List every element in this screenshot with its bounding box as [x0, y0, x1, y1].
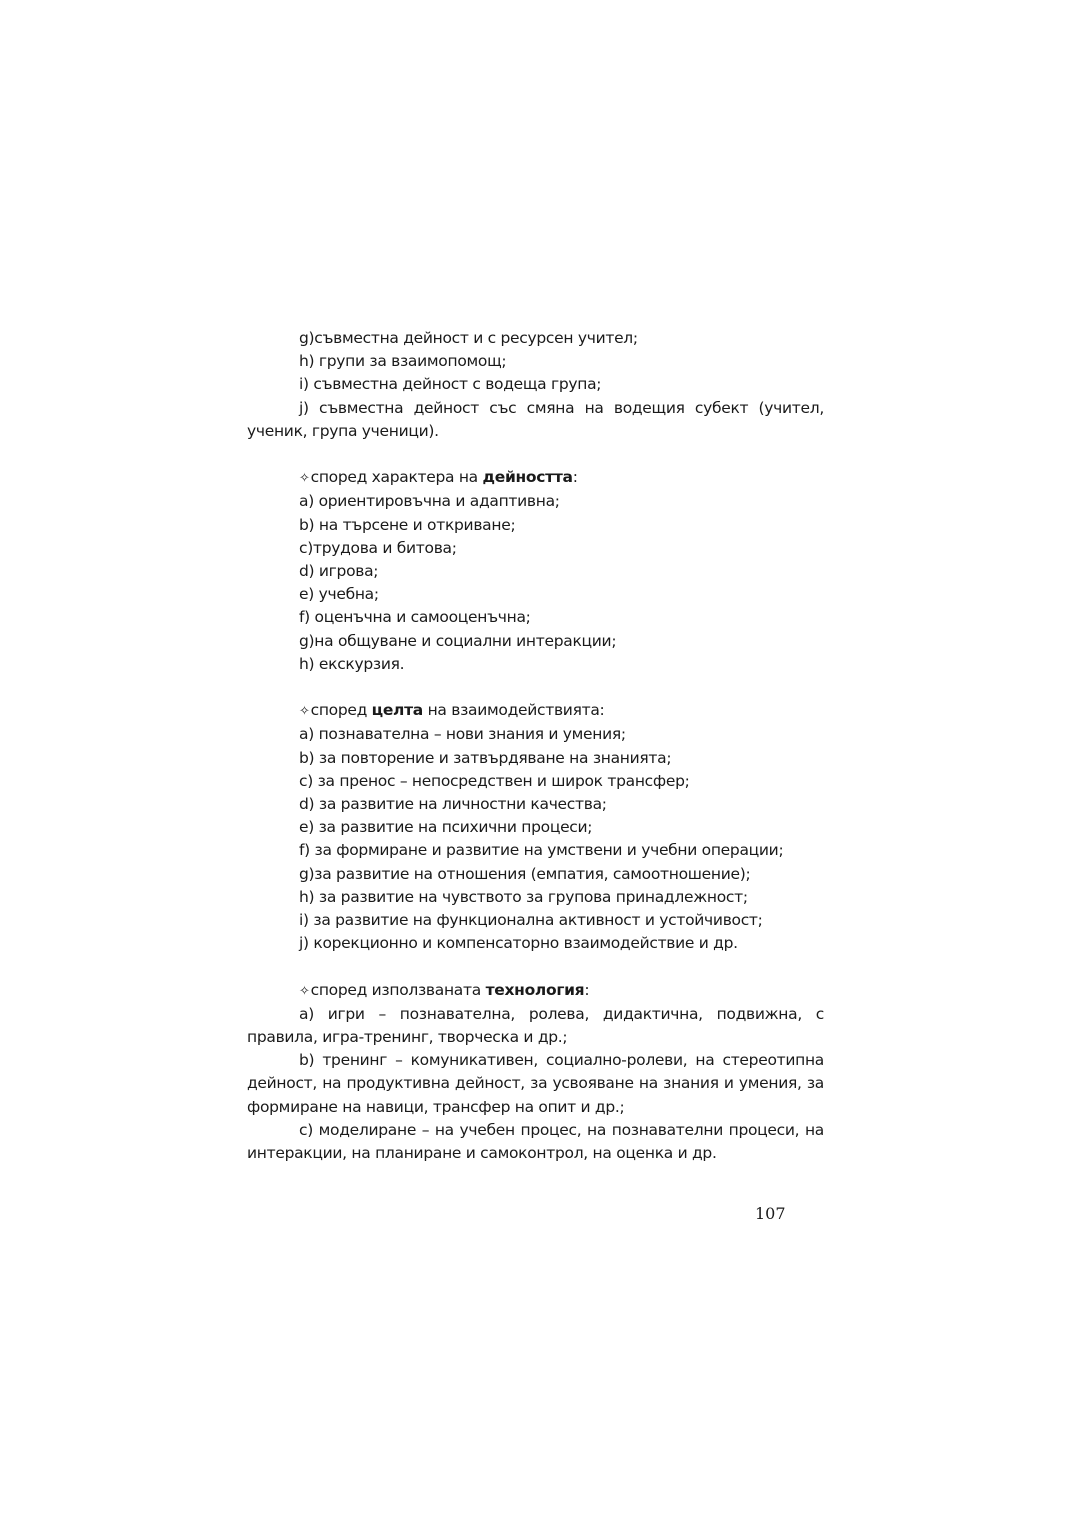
- list-item: f) за формиране и развитие на умствени и учебни операции;: [299, 841, 784, 860]
- paragraph-games: a) игри – познавателна, ролева, дидактична, подвижна, с правила, игра-тренинг, творческа и др.;: [247, 1004, 824, 1047]
- list-item: j) съвместна дейност със смяна на водещия субект (учител, ученик, група ученици).: [247, 398, 824, 440]
- paragraph-training: b) тренинг – комуникативен, социално-ролеви, на стереотипна дейност, на продуктивна дейност, за усвояване на знания и умения, за формиране на навици, трансфер на опит и др.;: [247, 1051, 824, 1116]
- diamond-bullet-icon: ✧: [299, 704, 310, 720]
- list-item: c)трудова и битова;: [299, 538, 457, 557]
- page-body: [247, 327, 824, 1165]
- section-heading-goal: ✧според целта на взаимодействията:: [299, 701, 605, 720]
- diamond-bullet-icon: ✧: [299, 983, 310, 999]
- list-item: i) за развитие на функционална активност и устойчивост;: [299, 911, 763, 930]
- list-item: g)за развитие на отношения (емпатия, самоотношение);: [299, 864, 751, 883]
- section-heading-technology: ✧според използваната технология:: [299, 980, 590, 999]
- list-item: e) за развитие на психични процеси;: [299, 818, 593, 837]
- list-item: b) за повторение и затвърдяване на знанията;: [299, 748, 672, 767]
- list-item: i) съвместна дейност с водеща група;: [299, 375, 602, 394]
- list-item: g)съвместна дейност и с ресурсен учител;: [299, 329, 638, 347]
- list-item: e) учебна;: [299, 585, 379, 604]
- list-item: a) познавателна – нови знания и умения;: [299, 725, 626, 744]
- list-item: c) за пренос – непосредствен и широк трансфер;: [299, 771, 690, 790]
- list-item: h) за развитие на чувството за групова принадлежност;: [299, 887, 748, 906]
- section-heading-activity: ✧според характера на дейността:: [299, 468, 578, 487]
- list-item: g)на общуване и социални интеракции;: [299, 631, 617, 650]
- list-item: b) на търсене и откриване;: [299, 515, 516, 534]
- list-item: d) игрова;: [299, 562, 379, 581]
- list-item: h) екскурзия.: [299, 654, 405, 673]
- diamond-bullet-icon: ✧: [299, 471, 310, 487]
- list-item: f) оценъчна и самооценъчна;: [299, 608, 531, 627]
- page-number: 107: [755, 1204, 786, 1223]
- list-item: d) за развитие на личностни качества;: [299, 795, 607, 814]
- list-item: a) ориентировъчна и адаптивна;: [299, 492, 560, 511]
- list-item: j) корекционно и компенсаторно взаимодействие и др.: [299, 934, 738, 953]
- paragraph-modeling: c) моделиране – на учебен процес, на познавателни процеси, на интеракции, на планиране и самоконтрол, на оценка и др.: [247, 1120, 824, 1163]
- list-item: h) групи за взаимопомощ;: [299, 352, 507, 371]
